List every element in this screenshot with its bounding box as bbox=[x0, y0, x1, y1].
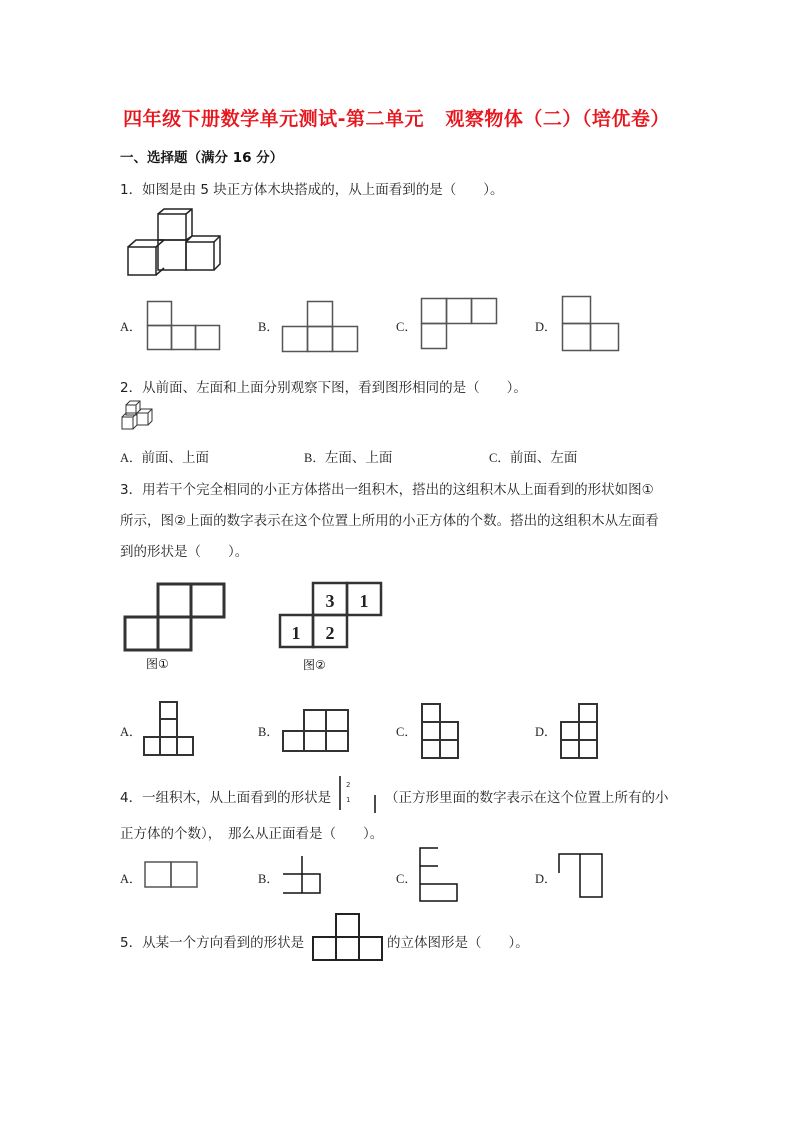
q2-option-a[interactable] bbox=[120, 446, 209, 466]
fig2-cell-bottom-right: 2 bbox=[325, 623, 335, 643]
q4-option-b-label[interactable]: B． bbox=[258, 872, 279, 886]
q1-option-b-label[interactable]: B． bbox=[258, 320, 279, 334]
figure-1-caption: 图① bbox=[146, 657, 169, 671]
q1-option-d-label[interactable]: D． bbox=[535, 320, 557, 334]
q4-option-a-figure[interactable] bbox=[144, 861, 200, 889]
fig2-cell-bottom-left: 1 bbox=[291, 623, 301, 643]
question-1-cube-figure bbox=[126, 212, 226, 278]
q2-option-c-label: C． bbox=[489, 451, 510, 465]
q1-option-b-figure[interactable] bbox=[282, 301, 360, 353]
q3-option-a-label[interactable]: A． bbox=[120, 725, 142, 739]
question-3-line-1: 3．用若干个完全相同的小正方体搭出一组积木，搭出的这组积木从上面看到的形状如图① bbox=[120, 482, 654, 498]
q3-option-c-label[interactable]: C． bbox=[396, 725, 417, 739]
q4-option-c-label[interactable]: C． bbox=[396, 872, 417, 886]
question-5-text-after: 的立体图形是（ ）。 bbox=[387, 935, 529, 951]
q2-option-b-label: B． bbox=[304, 451, 325, 465]
q1-option-a-label[interactable]: A． bbox=[120, 320, 142, 334]
q1-option-c-figure[interactable] bbox=[421, 298, 499, 350]
section-heading: 一、选择题（满分 16 分） bbox=[120, 150, 284, 166]
q2-option-c-text: 前面、左面 bbox=[509, 450, 578, 466]
fig2-cell-top-right: 1 bbox=[359, 591, 369, 611]
q4-option-b-figure[interactable] bbox=[282, 855, 324, 895]
question-3-figure-2 bbox=[279, 582, 383, 648]
q2-option-c[interactable] bbox=[489, 446, 577, 466]
question-4-line-1-after: （正方形里面的数字表示在这个位置上所有的小 bbox=[385, 790, 669, 806]
question-4-line-2: 正方体的个数）， 那么从正面看是（ ）。 bbox=[120, 826, 384, 842]
q1-option-c-label[interactable]: C． bbox=[396, 320, 417, 334]
q4-top-view-figure bbox=[334, 775, 380, 815]
question-5-text-before: 5．从某一个方向看到的形状是 bbox=[120, 935, 305, 951]
page-title: 四年级下册数学单元测试-第二单元 观察物体（二）（培优卷） bbox=[123, 108, 670, 130]
figure-2-caption: 图② bbox=[303, 658, 326, 672]
q4-option-d-label[interactable]: D． bbox=[535, 872, 557, 886]
q3-option-b-figure[interactable] bbox=[282, 709, 350, 753]
q3-option-a-figure[interactable] bbox=[143, 701, 195, 757]
q1-option-a-figure[interactable] bbox=[147, 301, 222, 351]
q2-option-b-text: 左面、上面 bbox=[324, 450, 393, 466]
q4-top-number-1: 2 bbox=[346, 781, 351, 789]
q4-option-a-label[interactable]: A． bbox=[120, 872, 142, 886]
question-1-text: 1．如图是由 5 块正方体木块搭成的，从上面看到的是（ ）。 bbox=[120, 182, 504, 198]
question-2-text: 2．从前面、左面和上面分别观察下图，看到图形相同的是（ ）。 bbox=[120, 380, 527, 396]
q5-shape-figure bbox=[312, 913, 386, 963]
question-3-figure-1 bbox=[124, 583, 226, 651]
q3-option-d-figure[interactable] bbox=[560, 703, 600, 759]
q3-option-c-figure[interactable] bbox=[421, 703, 461, 759]
q2-option-a-text: 前面、上面 bbox=[141, 450, 210, 466]
q4-option-c-figure[interactable] bbox=[419, 847, 461, 903]
question-3-line-2: 所示，图②上面的数字表示在这个位置上所用的小正方体的个数。搭出的这组积木从左面看 bbox=[120, 513, 659, 529]
q2-option-a-label: A． bbox=[120, 451, 142, 465]
q4-option-d-figure[interactable] bbox=[558, 853, 604, 899]
fig2-cell-top-left: 3 bbox=[325, 591, 335, 611]
q2-option-b[interactable] bbox=[304, 446, 392, 466]
q3-option-d-label[interactable]: D． bbox=[535, 725, 557, 739]
q4-top-number-2: 1 bbox=[346, 796, 351, 804]
question-3-line-3: 到的形状是（ ）。 bbox=[120, 544, 249, 560]
question-4-line-1-before: 4．一组积木，从上面看到的形状是 bbox=[120, 790, 332, 806]
q1-option-d-figure[interactable] bbox=[562, 296, 620, 352]
q3-option-b-label[interactable]: B． bbox=[258, 725, 279, 739]
question-2-cube-figure bbox=[121, 400, 157, 432]
